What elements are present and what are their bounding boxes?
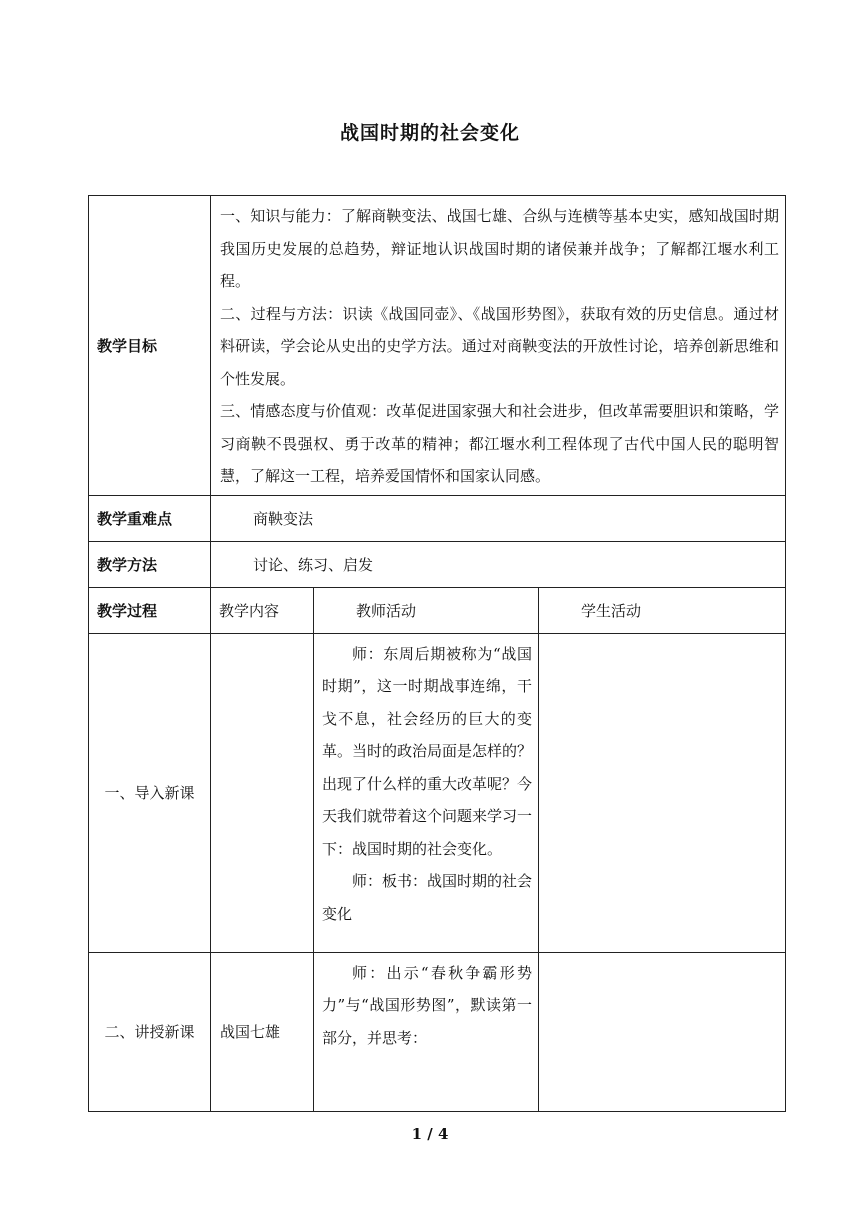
table-row [89,633,786,952]
goal-paragraph-1: 一、知识与能力：了解商鞅变法、战国七雄、合纵与连横等基本史实，感知战国时期我国历史发展的总趋势，辩证地认识战国时期的诸侯兼并战争；了解都江堰水利工程。 [220,207,780,290]
column-header-student: 学生活动 [539,587,786,633]
key-points-value: 商鞅变法 [211,495,786,541]
methods-label: 教学方法 [89,541,211,587]
section-label: 二、讲授新课 [89,952,211,1111]
process-label: 教学过程 [89,587,211,633]
goals-row [89,196,786,496]
key-points-label: 教学重难点 [89,495,211,541]
methods-value: 讨论、练习、启发 [211,541,786,587]
table-row [89,952,786,1111]
process-header-row [89,587,786,633]
section-label: 一、导入新课 [89,633,211,952]
teacher-activity-cell [314,952,539,1111]
teacher-paragraph: 师：东周后期被称为“战国时期”，这一时期战事连绵，干戈不息，社会经历的巨大的变革。当时的政治局面是怎样的？出现了什么样的重大改革呢？今天我们就带着这个问题来学习一下：战国时期的社会变化。 [322,644,533,858]
goals-cell [211,196,786,496]
content-cell: 战国七雄 [211,952,314,1111]
lesson-plan-table [88,195,786,1112]
goal-paragraph-2: 二、过程与方法：识读《战国同壶》、《战国形势图》，获取有效的历史信息。通过材料研读，学会论从史出的史学方法。通过对商鞅变法的开放性讨论，培养创新思维和个性发展。 [220,304,780,388]
column-header-content: 教学内容 [211,587,314,633]
student-activity-cell [539,952,786,1111]
teacher-paragraph: 师：板书：战国时期的社会变化 [322,872,533,923]
goal-paragraph-3: 三、情感态度与价值观：改革促进国家强大和社会进步，但改革需要胆识和策略，学习商鞅不畏强权、勇于改革的精神；都江堰水利工程体现了古代中国人民的聪明智慧，了解这一工程，培养爱国情怀和国家认同感。 [220,402,780,485]
column-header-teacher: 教师活动 [314,587,539,633]
goals-label: 教学目标 [89,196,211,496]
methods-row [89,541,786,587]
key-points-row [89,495,786,541]
content-cell [211,633,314,952]
teacher-paragraph: 师：出示“春秋争霸形势力”与“战国形势图”，默读第一部分，并思考： [322,963,532,1047]
document-title: 战国时期的社会变化 [339,122,520,144]
student-activity-cell [539,633,786,952]
page-number: 1 / 4 [411,1125,449,1143]
teacher-activity-cell [314,633,539,952]
